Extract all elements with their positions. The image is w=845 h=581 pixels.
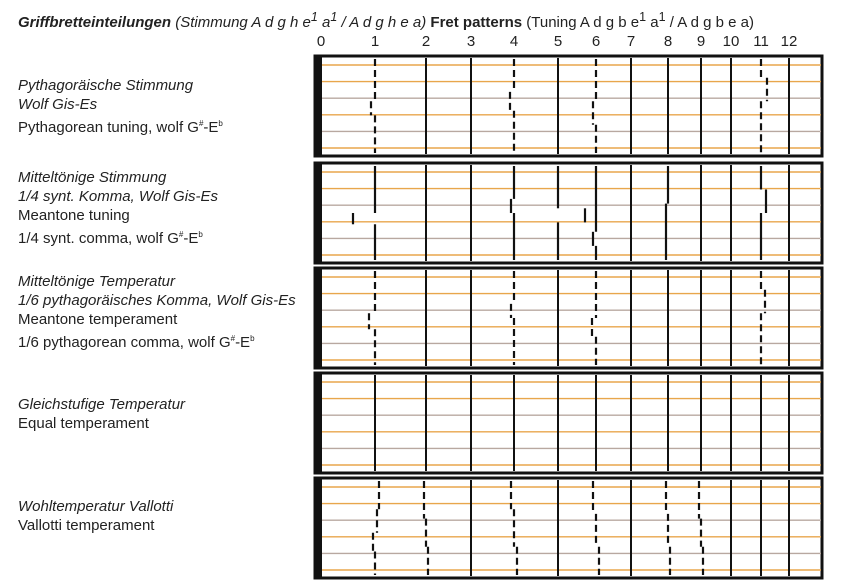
fretboard-frame — [315, 268, 822, 368]
label-line: 1/4 synt. comma, wolf $G^{\#}-E^b$ — [18, 230, 203, 247]
label-line: Pythagoräische Stimmung — [18, 77, 194, 94]
nut — [316, 478, 322, 578]
fret-number-8: 8 — [663, 33, 673, 50]
fret-number-3: 3 — [466, 33, 476, 50]
fretboard-frame — [315, 163, 822, 263]
label-line: 1/6 pythagorean comma, wolf $G^{\#}-E^b$ — [18, 334, 255, 351]
fretboard-frame — [315, 373, 822, 473]
fretboard-frame — [315, 478, 822, 578]
label-line: Meantone temperament — [18, 311, 178, 328]
label-line: Pythagorean tuning, wolf $G^{\#}-E^b$ — [18, 119, 223, 136]
fret-number-1: 1 — [370, 33, 380, 50]
nut — [316, 373, 322, 473]
fretboard-frame — [315, 56, 822, 156]
nut — [316, 163, 322, 263]
label-line: 1/4 synt. Komma, Wolf Gis-Es — [18, 188, 219, 205]
tuning-german: (Stimmung A d g h $e^1$ $a^1$ / A d g h e a) — [175, 10, 427, 31]
label-line: Wohltemperatur Vallotti — [18, 498, 174, 515]
label-line: Meantone tuning — [18, 207, 130, 224]
label-line: Mitteltönige Temperatur — [18, 273, 176, 290]
fret-number-10: 10 — [722, 33, 740, 50]
nut — [316, 56, 322, 156]
label-line: Equal temperament — [18, 415, 149, 432]
fret-number-6: 6 — [591, 33, 601, 50]
label-line: 1/6 pythagoräisches Komma, Wolf Gis-Es — [18, 292, 296, 309]
fret-number-5: 5 — [553, 33, 563, 50]
fret-number-12: 12 — [780, 33, 798, 50]
nut — [316, 268, 322, 368]
label-line: Mitteltönige Stimmung — [18, 169, 167, 186]
label-line: Vallotti temperament — [18, 517, 155, 534]
label-line: Gleichstufige Temperatur — [18, 396, 186, 413]
fret-number-2: 2 — [421, 33, 431, 50]
title-english: Fret patterns — [430, 14, 523, 31]
title-german: Griffbretteinteilungen — [18, 14, 172, 31]
label-line: Wolf Gis-Es — [18, 96, 98, 113]
tuning-english: (Tuning A d g b $e^1$ $a^1$ / A d g b e a) — [526, 10, 754, 31]
fret-number-4: 4 — [509, 33, 519, 50]
fret-number-11: 11 — [753, 33, 769, 50]
fret-number-0: 0 — [316, 33, 326, 50]
fret-number-9: 9 — [696, 33, 706, 50]
fret-number-7: 7 — [626, 33, 636, 50]
